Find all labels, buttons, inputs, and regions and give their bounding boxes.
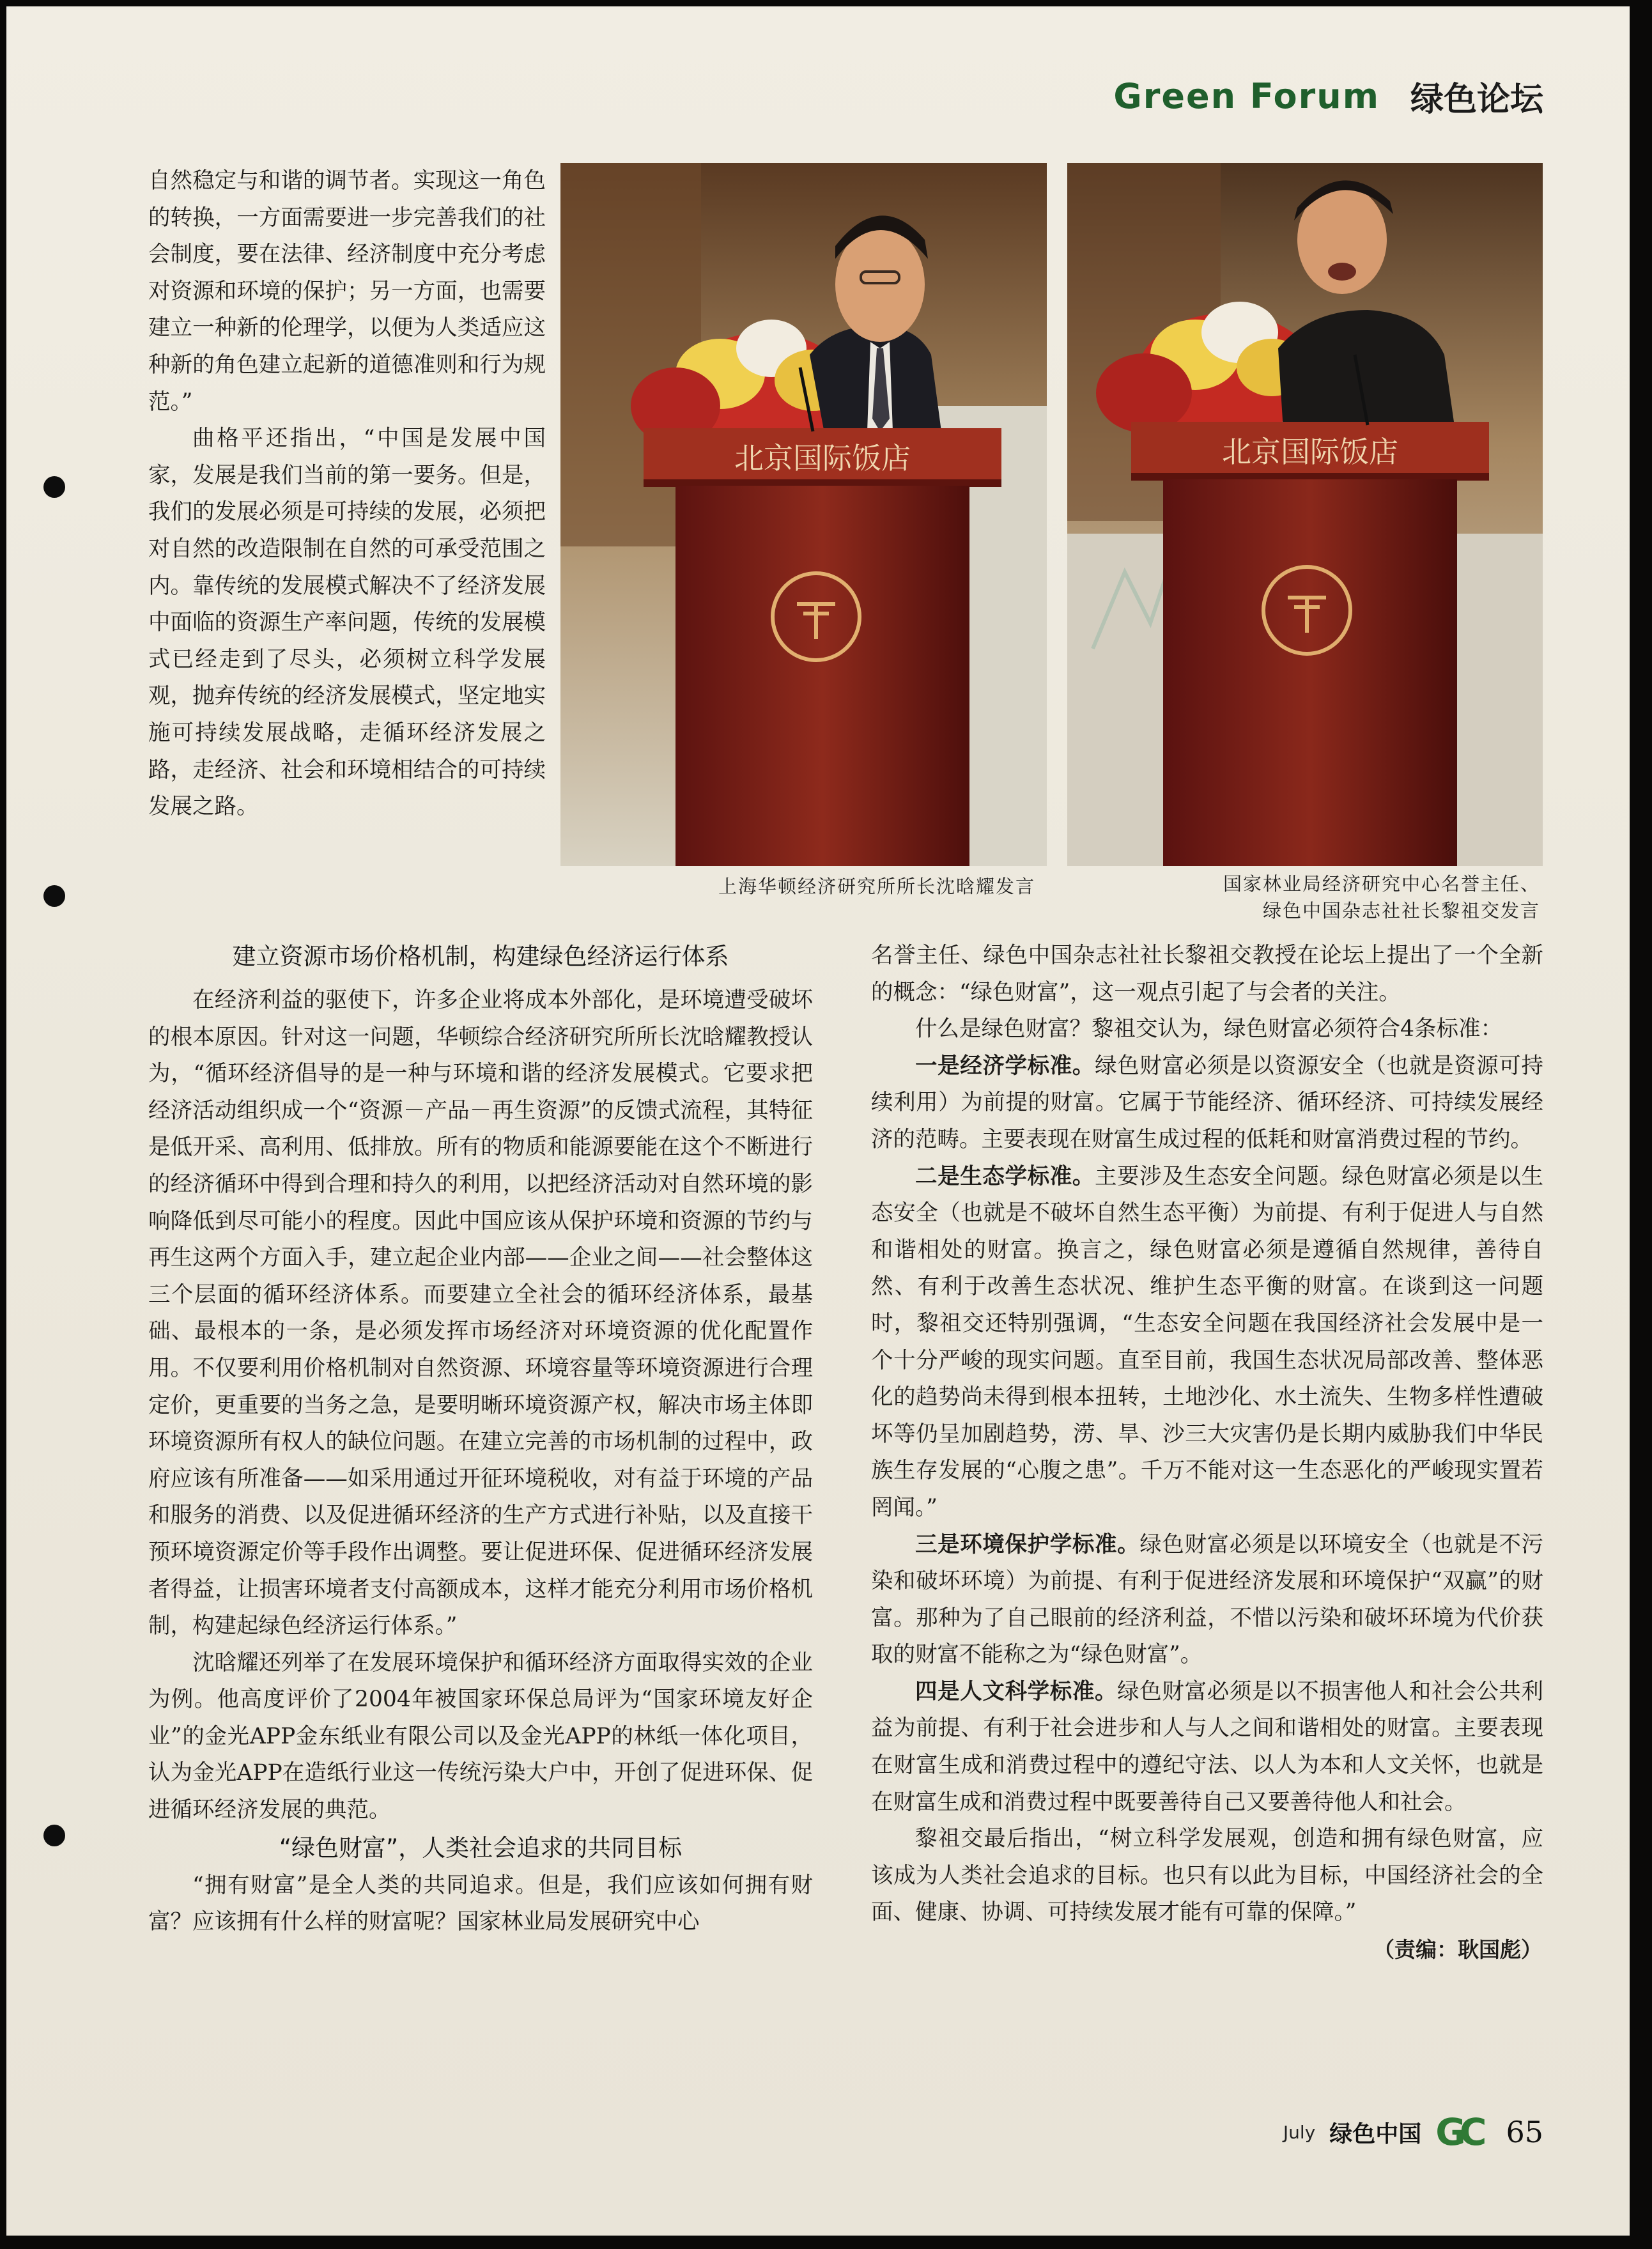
podium-sign: 北京国际饭店 <box>1222 435 1398 469</box>
editor-credit: （责编：耿国彪） <box>1373 1937 1542 1963</box>
paragraph: 曲格平还指出，“中国是发展中国家，发展是我们当前的第一要务。但是，我们的发展必须是可持续的发展，必须把对自然的改造限制在自然的可承受范围之内。靠传统的发展模式解决不了经济发展中面临的资源生产率问题，传统的发展模式已经走到了尽头，必须树立科学发展观，抛弃传统的经济发展模式，坚定地实施可持续发展战略，走循环经济发展之路，走经济、社会和环境相结合的可持续发展之路。 <box>148 426 546 820</box>
page-footer <box>1283 2110 1543 2154</box>
photo-caption-2-line: 国家林业局经济研究中心名誉主任、 <box>1223 873 1540 895</box>
photo-caption-2 <box>1223 870 1540 924</box>
paragraph: 名誉主任、绿色中国杂志社社长黎祖交教授在论坛上提出了一个全新的概念：“绿色财富”，这一观点引起了与会者的关注。 <box>871 943 1543 1005</box>
paragraph <box>871 1527 1543 1674</box>
criterion-title: 二是生态学标准。 <box>915 1163 1095 1189</box>
speaker-photo-2 <box>1067 163 1543 866</box>
top-text-column <box>148 163 546 826</box>
criterion-title: 一是经济学标准。 <box>915 1053 1095 1079</box>
paragraph: 沈晗耀还列举了在发展环境保护和循环经济方面取得实效的企业为例。他高度评价了2004年被国家环保总局评为“国家环境友好企业”的金光APP金东纸业有限公司以及金光APP的林纸一体化项目，认为金光APP在造纸行业这一传统污染大户中，开创了促进环保、促进循环经济发展的典范。 <box>148 1650 813 1823</box>
punch-hole <box>43 885 65 907</box>
speaker-photo-1 <box>560 163 1047 866</box>
paragraph <box>871 1159 1543 1527</box>
paragraph <box>871 1048 1543 1159</box>
section-title-cn: 绿色论坛 <box>1410 80 1543 119</box>
podium-sign: 北京国际饭店 <box>734 441 911 475</box>
criterion-text: 绿色财富必须是以资源安全（也就是资源可持续利用）为前提的财富。它属于节能经济、循环经济、可持续发展经济的范畴。主要表现在财富生成过程的低耗和财富消费过程的节约。 <box>871 1053 1544 1152</box>
criterion-title: 四是人文科学标准。 <box>915 1678 1118 1704</box>
criterion-text: 绿色财富必须是以不损害他人和社会公共利益为前提、有利于社会进步和人与人之间和谐相处的财富。主要表现在财富生成和消费过程中的遵纪守法、以人为本和人文关怀，也就是在财富生成和消费过程中既要善待自己又要善待他人和社会。 <box>871 1678 1544 1815</box>
page-number: 65 <box>1506 2115 1543 2149</box>
paragraph: 黎祖交最后指出，“树立科学发展观，创造和拥有绿色财富，应该成为人类社会追求的目标。也只有以此为目标，中国经济社会的全面、健康、协调、可持续发展才能有可靠的保障。” <box>871 1826 1543 1926</box>
left-text-column <box>148 938 813 1941</box>
paragraph: 在经济利益的驱使下，许多企业将成本外部化，是环境遭受破坏的根本原因。针对这一问题，华顿综合经济研究所所长沈晗耀教授认为，“循环经济倡导的是一种与环境和谐的经济发展模式。它要求把经济活动组织成一个“资源－产品－再生资源”的反馈式流程，其特征是低开采、高利用、低排放。所有的物质和能源要能在这个不断进行的经济循环中得到合理和持久的利用，以把经济活动对自然环境的影响降低到尽可能小的程度。因此中国应该从保护环境和资源的节约与再生这两个方面入手，建立起企业内部——企业之间——社会整体这三个层面的循环经济体系。而要建立全社会的循环经济体系，最基础、最根本的一条，是必须发挥市场经济对环境资源的优化配置作用。不仅要利用价格机制对自然资源、环境容量等环境资源进行合理定价，更重要的当务之急，是要明晰环境资源产权，解决市场主体即环境资源所有权人的缺位问题。在建立完善的市场机制的过程中，政府应该有所准备——如采用通过开征环境税收，对有益于环境的产品和服务的消费、以及促进循环经济的生产方式进行补贴，以及直接干预环境资源定价等手段作出调整。要让促进环保、促进循环经济发展者得益，让损害环境者支付高额成本，这样才能充分利用市场价格机制，构建起绿色经济运行体系。” <box>148 987 813 1639</box>
criterion-text: 绿色财富必须是以环境安全（也就是不污染和破坏环境）为前提、有利于促进经济发展和环境保护“双赢”的财富。那种为了自己眼前的经济利益，不惜以污染和破坏环境为代价获取的财富不能称之为“绿色财富”。 <box>871 1531 1543 1668</box>
paragraph: “拥有财富”是全人类的共同追求。但是，我们应该如何拥有财富？应该拥有什么样的财富呢？国家林业局发展研究中心 <box>148 1872 813 1935</box>
section-header <box>1113 67 1543 125</box>
punch-hole <box>43 1825 65 1846</box>
criterion-text: 主要涉及生态安全问题。绿色财富必须是以生态安全（也就是不破坏自然生态平衡）为前提、有利于促进人与自然和谐相处的财富。换言之，绿色财富必须是遵循自然规律，善待自然、有利于改善生态状况、维护生态平衡的财富。在谈到这一问题时，黎祖交还特别强调，“生态安全问题在我国经济社会发展中是一个十分严峻的现实问题。直至目前，我国生态状况局部改善、整体恶化的趋势尚未得到根本扭转，土地沙化、水土流失、生物多样性遭破坏等仍呈加剧趋势，涝、旱、沙三大灾害仍是长期内威胁我们中华民族生存发展的“心腹之患”。千万不能对这一生态恶化的严峻现实置若罔闻。” <box>871 1163 1544 1520</box>
photo-caption-2-line: 绿色中国杂志社社长黎祖交发言 <box>1262 900 1540 922</box>
magazine-logo: GC <box>1435 2110 1481 2154</box>
photo-caption-1: 上海华顿经济研究所所长沈晗耀发言 <box>718 876 1035 897</box>
issue-month: July <box>1283 2121 1316 2143</box>
right-text-column <box>871 938 1543 1968</box>
paragraph <box>871 1674 1543 1821</box>
punch-hole <box>43 476 65 498</box>
section-title-en: Green Forum <box>1113 75 1380 116</box>
paragraph: 什么是绿色财富？黎祖交认为，绿色财富必须符合4条标准： <box>915 1016 1502 1042</box>
criterion-title: 三是环境保护学标准。 <box>915 1531 1140 1557</box>
magazine-page <box>6 6 1630 2236</box>
magazine-name: 绿色中国 <box>1329 2121 1422 2147</box>
section-heading: 建立资源市场价格机制，构建绿色经济运行体系 <box>232 943 729 970</box>
paragraph: 自然稳定与和谐的调节者。实现这一角色的转换，一方面需要进一步完善我们的社会制度，要在法律、经济制度中充分考虑对资源和环境的保护；另一方面，也需要建立一种新的伦理学，以便为人类适应这种新的角色建立起新的道德准则和行为规范。” <box>148 168 546 415</box>
section-heading: “绿色财富”，人类社会追求的共同目标 <box>279 1834 683 1862</box>
